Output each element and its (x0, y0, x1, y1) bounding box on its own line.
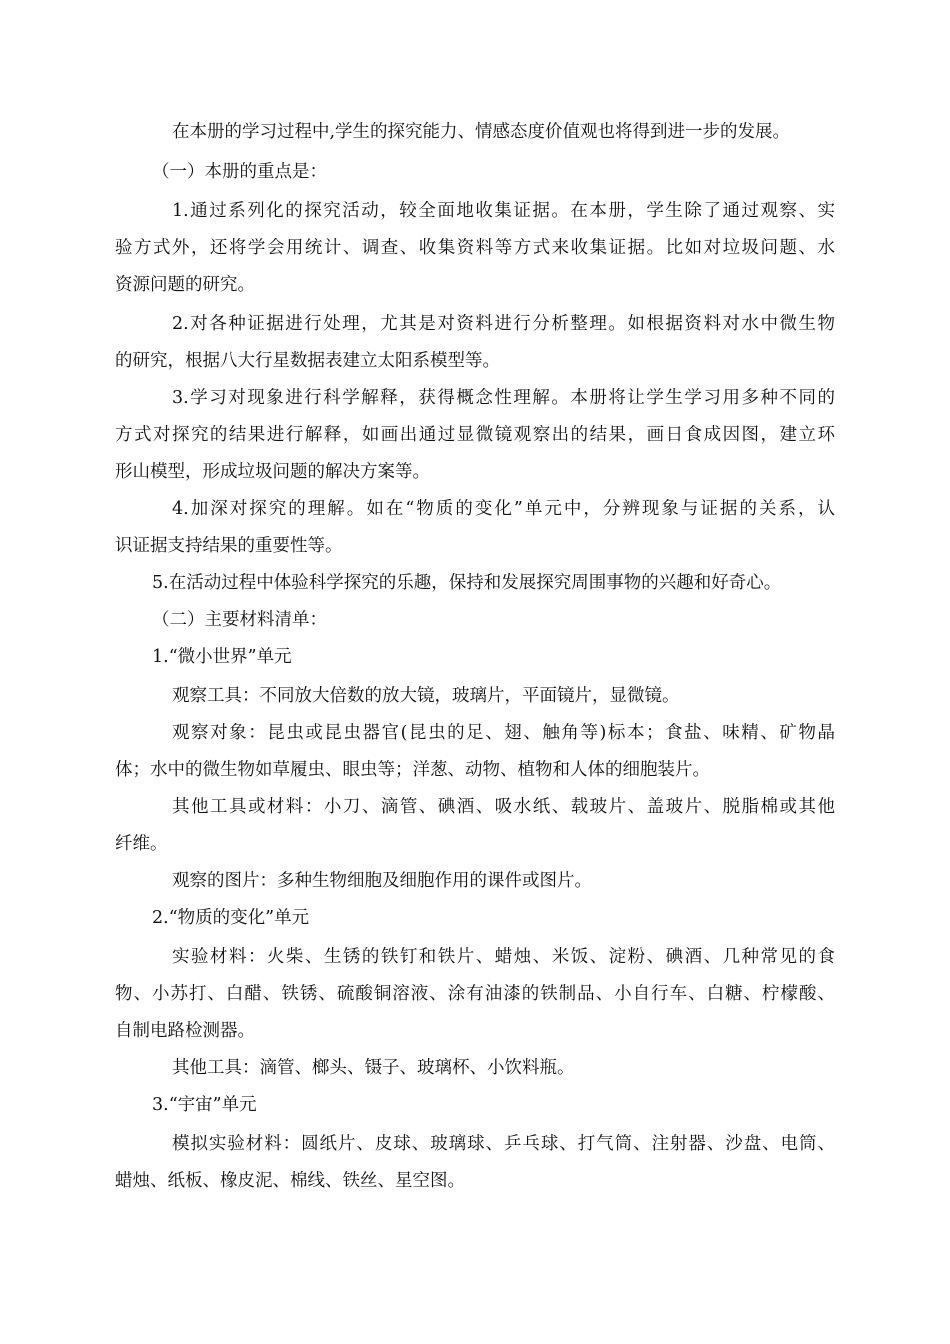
section-heading: （一）本册的重点是： (152, 162, 327, 182)
section-heading: （二）主要材料清单： (152, 610, 327, 630)
paragraph-line: 的研究，根据八大行星数据表建立太阳系模型等。 (115, 351, 500, 371)
paragraph-line: 3.学习对现象进行科学解释，获得概念性理解。本册将让学生学习用多种不同的 (172, 388, 835, 408)
paragraph-line: 其他工具：滴管、榔头、镊子、玻璃杯、小饮料瓶。 (172, 1058, 575, 1078)
paragraph-line: 物、小苏打、白醋、铁锈、硫酸铜溶液、涂有油漆的铁制品、小自行车、白糖、柠檬酸、 (115, 984, 835, 1004)
paragraph-line: 纤维。 (115, 834, 168, 854)
paragraph-line: 其他工具或材料：小刀、滴管、碘酒、吸水纸、载玻片、盖玻片、脱脂棉或其他 (172, 797, 835, 817)
paragraph-line: 资源问题的研究。 (115, 275, 255, 295)
unit-heading: 2.“物质的变化”单元 (152, 908, 310, 928)
paragraph-line: 模拟实验材料：圆纸片、皮球、玻璃球、乒乓球、打气筒、注射器、沙盘、电筒、 (172, 1134, 835, 1154)
paragraph-line: 观察对象：昆虫或昆虫器官(昆虫的足、翅、触角等)标本；食盐、味精、矿物晶 (172, 723, 835, 743)
paragraph-line: 5.在活动过程中体验科学探究的乐趣，保持和发展探究周围事物的兴趣和好奇心。 (152, 573, 782, 593)
paragraph-line: 1.通过系列化的探究活动，较全面地收集证据。在本册，学生除了通过观察、实 (172, 201, 835, 221)
paragraph-line: 4.加深对探究的理解。如在“物质的变化”单元中，分辨现象与证据的关系，认 (172, 499, 835, 519)
paragraph-line: 观察工具：不同放大倍数的放大镜，玻璃片，平面镜片，显微镜。 (172, 686, 680, 706)
paragraph-line: 自制电路检测器。 (115, 1021, 255, 1041)
paragraph-line: 形山模型，形成垃圾问题的解决方案等。 (115, 462, 430, 482)
unit-heading: 1.“微小世界”单元 (152, 647, 292, 667)
paragraph-line: 识证据支持结果的重要性等。 (115, 536, 343, 556)
paragraph-line: 蜡烛、纸板、橡皮泥、棉线、铁丝、星空图。 (115, 1171, 465, 1191)
paragraph-line: 观察的图片：多种生物细胞及细胞作用的课件或图片。 (172, 871, 592, 891)
paragraph-line: 验方式外，还将学会用统计、调查、收集资料等方式来收集证据。比如对垃圾问题、水 (115, 238, 835, 258)
paragraph-line: 体；水中的微生物如草履虫、眼虫等；洋葱、动物、植物和人体的细胞装片。 (115, 760, 710, 780)
paragraph-line: 方式对探究的结果进行解释，如画出通过显微镜观察出的结果，画日食成因图，建立环 (115, 425, 835, 445)
unit-heading: 3.“宇宙”单元 (152, 1095, 257, 1115)
paragraph-line: 2.对各种证据进行处理，尤其是对资料进行分析整理。如根据资料对水中微生物 (172, 314, 835, 334)
paragraph-line: 实验材料：火柴、生锈的铁钉和铁片、蜡烛、米饭、淀粉、碘酒、几种常见的食 (172, 947, 835, 967)
paragraph-line: 在本册的学习过程中,学生的探究能力、情感态度价值观也将得到进一步的发展。 (172, 122, 791, 142)
